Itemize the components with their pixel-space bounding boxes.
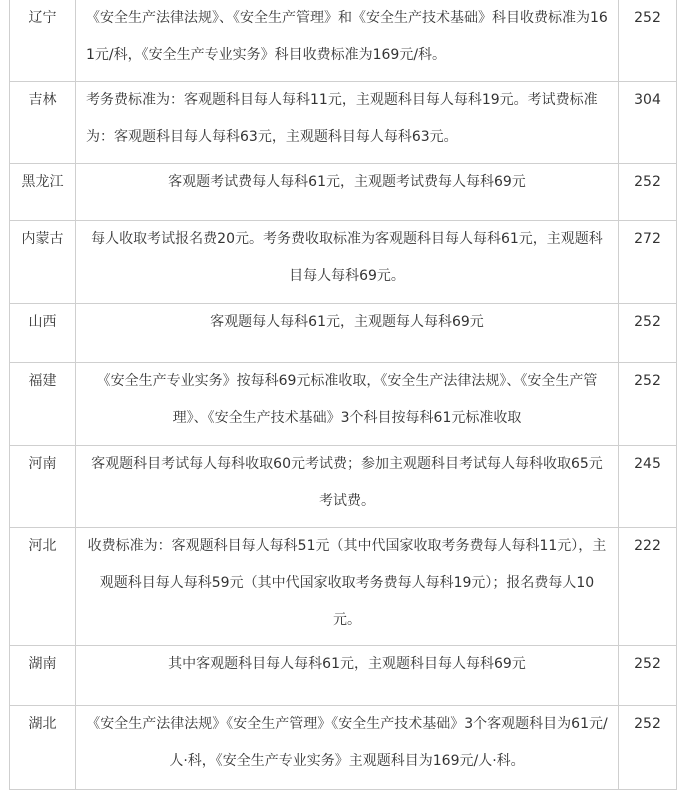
table-row <box>9 221 677 304</box>
province-cell: 吉林 <box>9 82 75 163</box>
table-row <box>9 164 677 221</box>
fee-cell: 252 <box>618 164 677 220</box>
province-cell: 湖北 <box>9 706 75 789</box>
description-cell: 收费标准为：客观题科目每人每科51元（其中代国家收取考务费每人每科11元），主观题科目每人每科59元（其中代国家收取考务费每人每科19元）；报名费每人10元。 <box>75 528 618 645</box>
fee-cell: 245 <box>618 446 677 527</box>
description-cell: 《安全生产法律法规》《安全生产管理》《安全生产技术基础》3个客观题科目为61元/人·科，《安全生产专业实务》主观题科目为169元/人·科。 <box>75 706 618 789</box>
table-row <box>9 82 677 164</box>
table-row <box>9 446 677 528</box>
description-cell: 客观题考试费每人每科61元，主观题考试费每人每科69元 <box>75 164 618 220</box>
table-row <box>9 706 677 790</box>
table-row <box>9 363 677 446</box>
table-row <box>9 304 677 363</box>
description-cell: 其中客观题科目每人每科61元，主观题科目每人每科69元 <box>75 646 618 705</box>
fee-cell: 252 <box>618 646 677 705</box>
province-cell: 福建 <box>9 363 75 445</box>
province-cell: 内蒙古 <box>9 221 75 303</box>
table-row <box>9 0 677 82</box>
description-cell: 每人收取考试报名费20元。考务费收取标准为客观题科目每人每科61元，主观题科目每人每科69元。 <box>75 221 618 303</box>
description-cell: 考务费标准为：客观题科目每人每科11元，主观题科目每人每科19元。考试费标准为：客观题科目每人每科63元，主观题科目每人每科63元。 <box>75 82 618 163</box>
province-cell: 黑龙江 <box>9 164 75 220</box>
table-row <box>9 646 677 706</box>
province-cell: 河北 <box>9 528 75 645</box>
fee-cell: 252 <box>618 304 677 362</box>
fee-cell: 304 <box>618 82 677 163</box>
table-row <box>9 528 677 646</box>
description-cell: 《安全生产法律法规》、《安全生产管理》和《安全生产技术基础》科目收费标准为161元/科，《安全生产专业实务》科目收费标准为169元/科。 <box>75 0 618 81</box>
description-cell: 客观题每人每科61元，主观题每人每科69元 <box>75 304 618 362</box>
province-cell: 湖南 <box>9 646 75 705</box>
fee-cell: 222 <box>618 528 677 645</box>
fee-cell: 272 <box>618 221 677 303</box>
fee-cell: 252 <box>618 0 677 81</box>
province-cell: 辽宁 <box>9 0 75 81</box>
province-cell: 山西 <box>9 304 75 362</box>
description-cell: 《安全生产专业实务》按每科69元标准收取，《安全生产法律法规》、《安全生产管理》、《安全生产技术基础》3个科目按每科61元标准收取 <box>75 363 618 445</box>
description-cell: 客观题科目考试每人每科收取60元考试费；参加主观题科目考试每人每科收取65元考试费。 <box>75 446 618 527</box>
province-cell: 河南 <box>9 446 75 527</box>
fee-cell: 252 <box>618 706 677 789</box>
fee-cell: 252 <box>618 363 677 445</box>
